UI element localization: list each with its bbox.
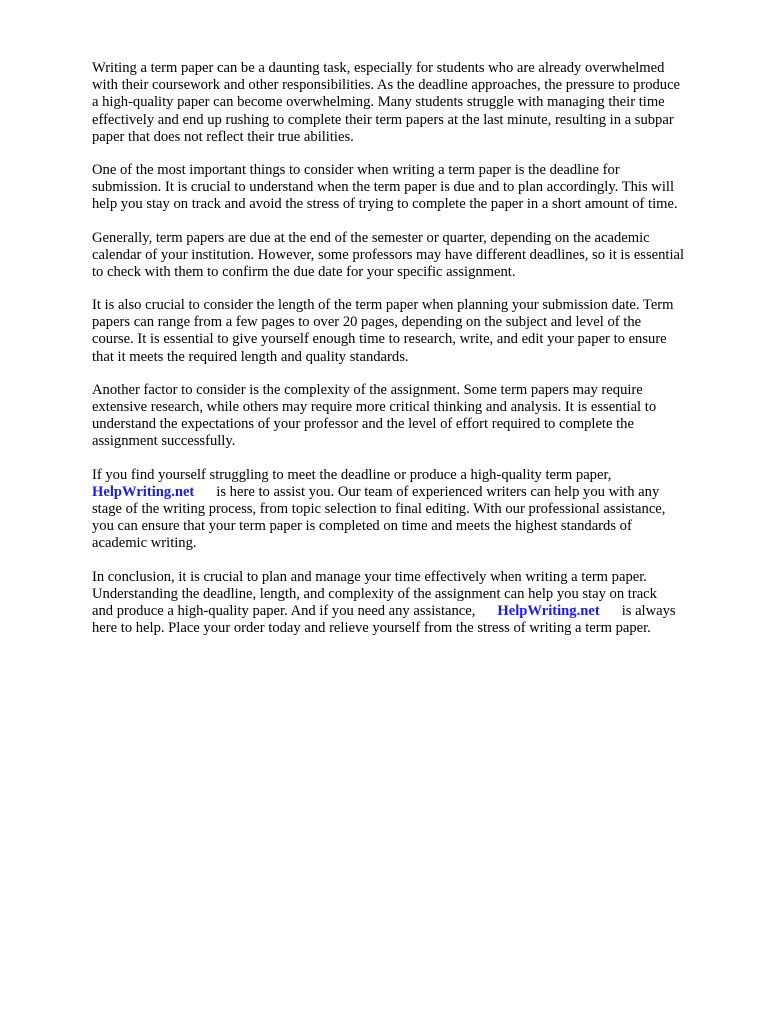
text-line: stage of the writing process, from topic selection to final editing. With our professional assistance, [92,500,666,517]
text-line: submission. It is crucial to understand when the term paper is due and to plan accordingly. This will [92,179,675,196]
text-line: academic writing. [92,535,197,552]
paragraph-complexity [92,382,724,451]
text-line: to check with them to confirm the due date for your specific assignment. [92,263,516,280]
text-line: paper that does not reflect their true abilities. [92,128,354,145]
text-line: a high-quality paper can become overwhelming. Many students struggle with managing their time [92,94,665,111]
text-line: calendar of your institution. However, some professors may have different deadlines, so it is essential [92,246,685,263]
text-fragment: is always [621,602,676,619]
text-line [92,603,724,620]
text-fragment: is here to assist you. Our team of experienced writers can help you with any [216,483,660,500]
text-line [92,484,724,501]
text-line: papers can range from a few pages to over 20 pages, depending on the subject and level of the [92,314,642,331]
text-line: It is also crucial to consider the length of the term paper when planning your submission date. Term [92,297,674,314]
helpwriting-link[interactable]: HelpWriting.net [92,483,195,500]
text-line: In conclusion, it is crucial to plan and manage your time effectively when writing a term paper. [92,568,647,585]
paragraph-conclusion [92,569,724,638]
paragraph-assistance [92,467,724,553]
document-page [92,60,724,653]
text-line: here to help. Place your order today and relieve yourself from the stress of writing a term paper. [92,620,651,637]
paragraph-length [92,297,724,366]
text-line: you can ensure that your term paper is completed on time and meets the highest standards of [92,518,632,535]
helpwriting-link[interactable]: HelpWriting.net [497,602,600,619]
text-line: extensive research, while others may require more critical thinking and analysis. It is essential to [92,399,657,415]
text-line: understand the expectations of your professor and the level of effort required to complete the [92,416,634,433]
text-line: course. It is essential to give yourself enough time to research, write, and edit your paper to ensure [92,331,667,348]
text-line: help you stay on track and avoid the stress of trying to complete the paper in a short amount of time. [92,196,678,213]
text-line: Writing a term paper can be a daunting task, especially for students who are already overwhelmed [92,60,665,76]
text-line: Understanding the deadline, length, and complexity of the assignment can help you stay on track [92,585,657,602]
text-line: effectively and end up rushing to complete their term papers at the last minute, resulting in a subpar [92,111,674,128]
paragraph-due-dates [92,230,724,282]
text-line: assignment successfully. [92,433,236,450]
paragraph-intro [92,60,724,146]
text-line: If you find yourself struggling to meet the deadline or produce a high-quality term paper, [92,466,612,483]
paragraph-deadline [92,162,724,214]
text-line: that it meets the required length and quality standards. [92,348,409,365]
text-line: One of the most important things to consider when writing a term paper is the deadline for [92,161,620,178]
text-line: with their coursework and other responsibilities. As the deadline approaches, the pressure to produce [92,77,681,94]
text-line: Another factor to consider is the complexity of the assignment. Some term papers may require [92,381,643,398]
text-fragment: and produce a high-quality paper. And if you need any assistance, [92,602,476,619]
text-line: Generally, term papers are due at the end of the semester or quarter, depending on the academic [92,229,650,246]
